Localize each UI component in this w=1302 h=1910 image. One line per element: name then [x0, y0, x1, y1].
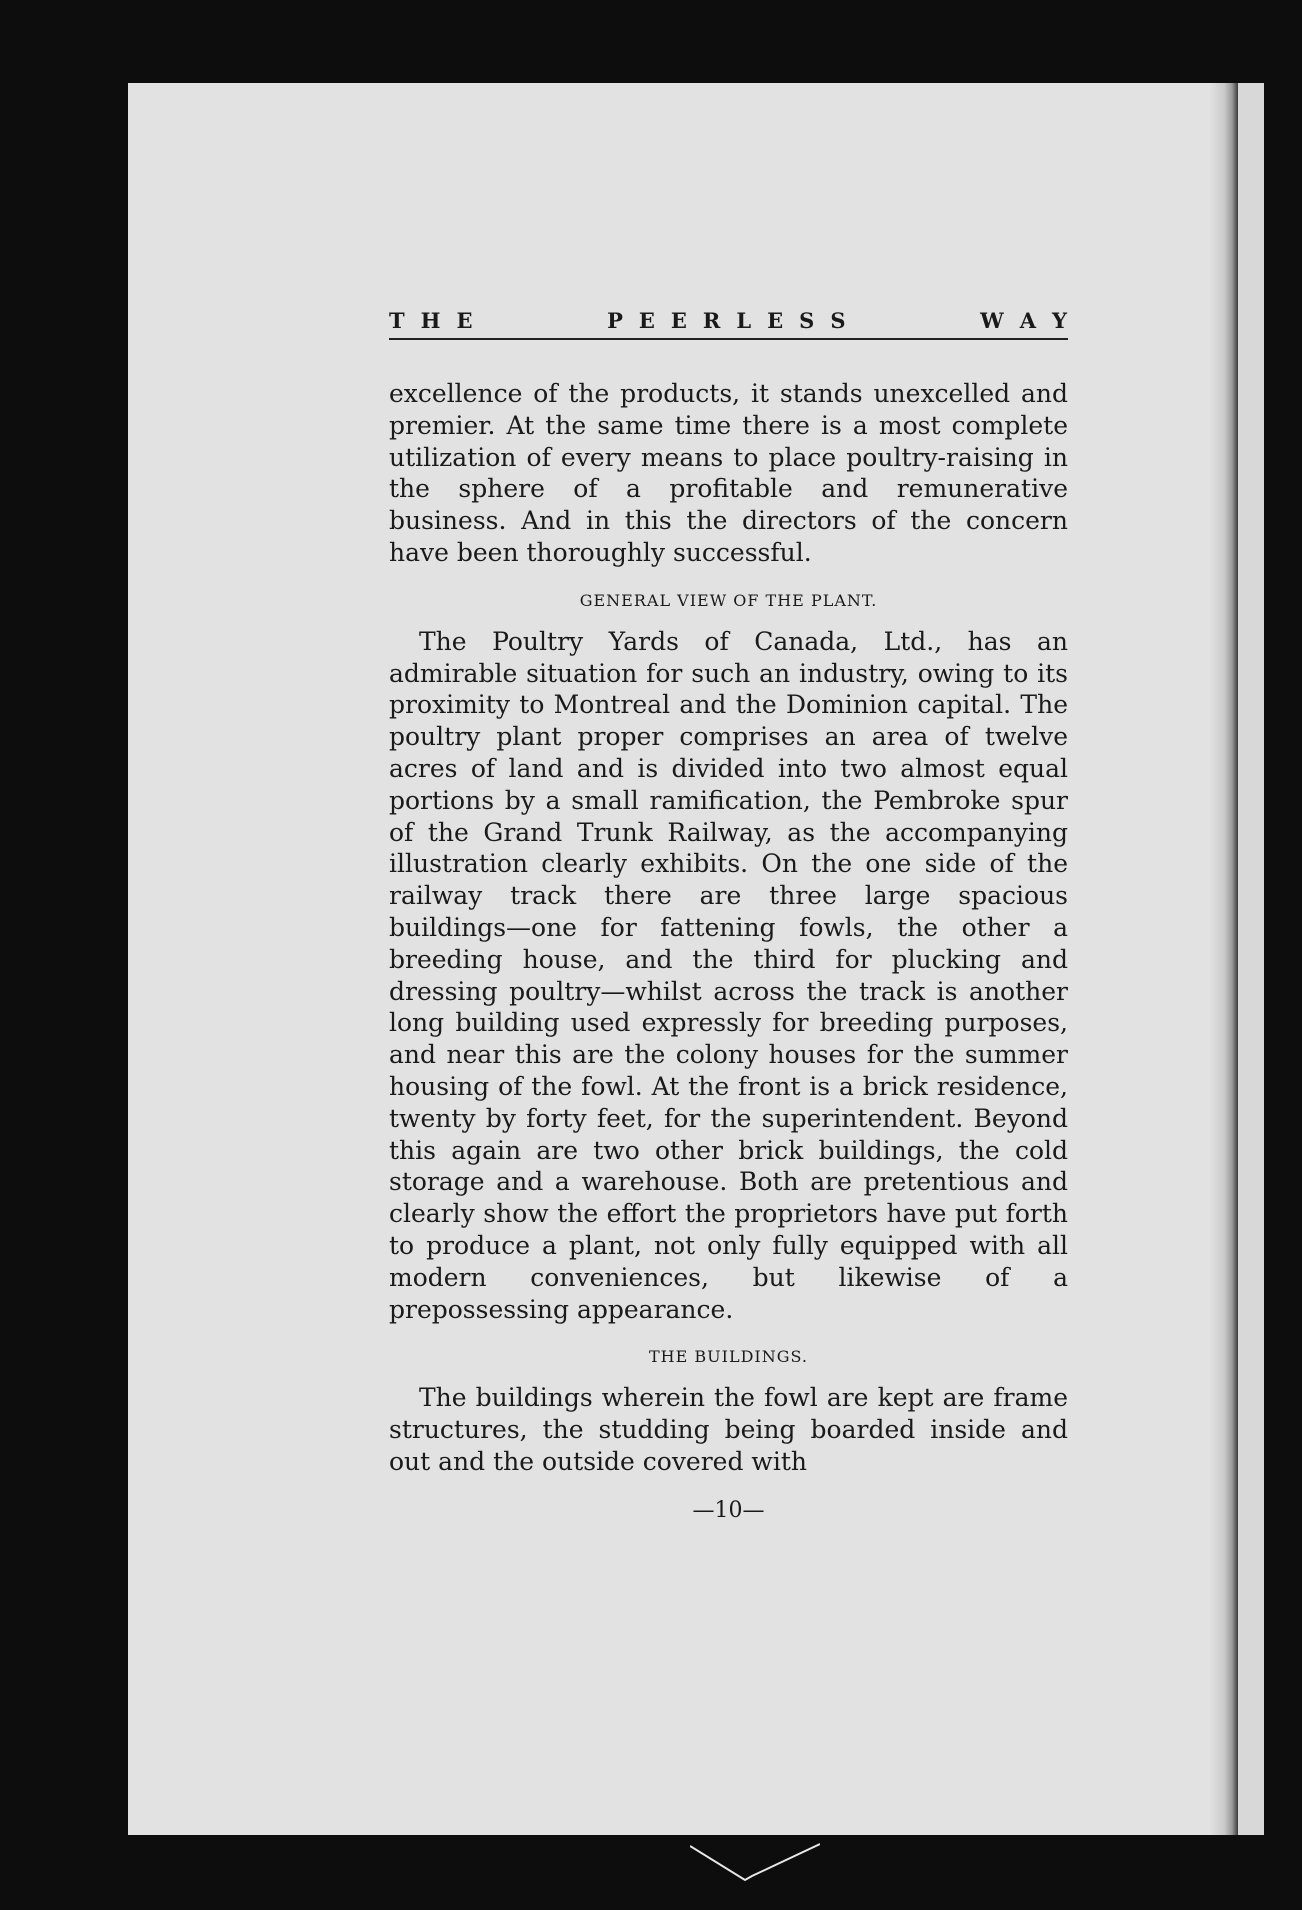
- paragraph-general-view: The Poultry Yards of Canada, Ltd., has an admirable situation for such an industry, owing to its proximity to Montreal and the Dominion capital. The poultry plant proper comprises an area of twelve acres of land and is divided into two almost equal portions by a small ramification, the Pembroke spur of the Grand Trunk Railway, as the accompanying illustration clearly exhibits. On the one side of the railway track there are three large spacious buildings—one for fattening fowls, the other a breeding house, and the third for plucking and dressing poultry—whilst across the track is another long building used expressly for breeding purposes, and near this are the colony houses for the summer housing of the fowl. At the front is a brick residence, twenty by forty feet, for the superintendent. Beyond this again are two other brick buildings, the cold storage and a warehouse. Both are pretentious and clearly show the effort the proprietors have put forth to produce a plant, not only fully equipped with all modern conveniences, but likewise of a prepossessing appearance.: [389, 626, 1068, 1324]
- paper-crease-mark: [690, 1842, 820, 1882]
- running-head: [389, 308, 1068, 340]
- running-head-word-2: P E E R L E S S: [607, 308, 847, 333]
- section-heading-buildings: THE BUILDINGS.: [649, 1347, 808, 1367]
- running-head-word-3: W A Y: [980, 308, 1068, 333]
- paragraph-continued: excellence of the products, it stands unexcelled and premier. At the same time there is a most complete utilization of every means to place poultry-raising in the sphere of a profitable and remunerative business. And in this the directors of the concern have been thoroughly successful.: [389, 379, 1068, 567]
- paragraph-buildings: The buildings wherein the fowl are kept are frame structures, the studding being boarded inside and out and the outside covered with: [389, 1383, 1068, 1476]
- book-spine-shadow: [1208, 83, 1238, 1835]
- page-content: [389, 308, 1068, 1523]
- page-number: —10—: [692, 1497, 765, 1523]
- running-head-word-1: T H E: [389, 308, 474, 333]
- facing-page-edge: [1238, 83, 1264, 1835]
- section-heading-general-view: GENERAL VIEW OF THE PLANT.: [579, 590, 878, 610]
